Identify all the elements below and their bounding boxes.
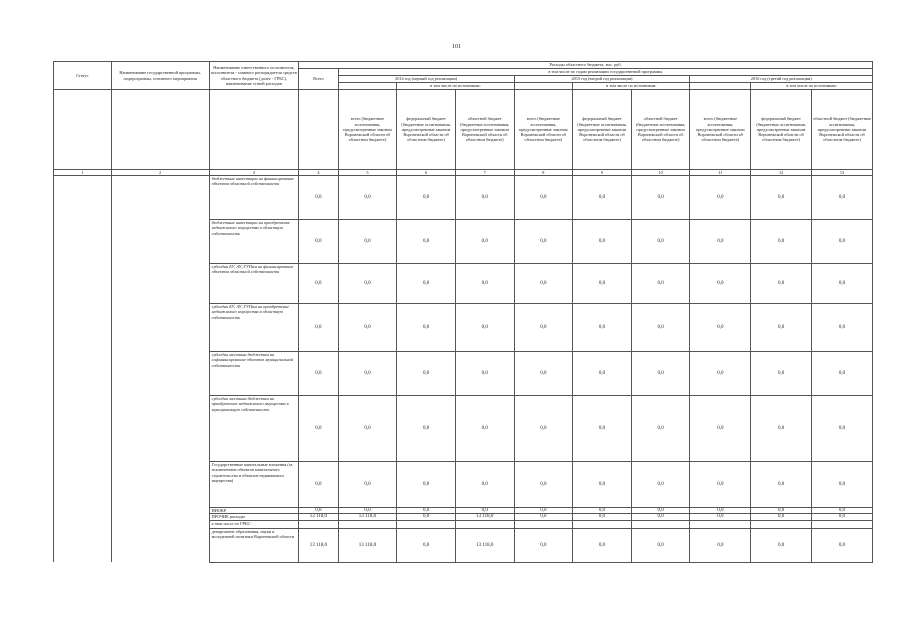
value-cell: 0,0: [338, 304, 397, 352]
header-year-2014: 2014 год (первый год реализации): [338, 76, 514, 83]
value-cell: 0,0: [397, 220, 456, 264]
value-cell: 0,0: [397, 528, 456, 562]
value-cell: 0,0: [573, 304, 632, 352]
value-cell: 13 118,0: [455, 528, 514, 562]
header-budget-expenses: Расходы областного бюджета, тыс. руб.: [299, 62, 873, 69]
value-cell: 0,0: [455, 396, 514, 462]
value-cell: 0,0: [514, 396, 573, 462]
program-cell: [111, 304, 209, 352]
row-label: субсидии местным бюджетам на приобретение недвижимого имущества в муниципальную собственность: [209, 396, 299, 462]
header-col-federal: федеральный бюджет (бюджетные ассигнования, предусмотренные законом Воронежской области об областном бюджете): [573, 90, 632, 170]
table-row: [54, 528, 873, 562]
value-cell: 0,0: [631, 396, 690, 462]
value-cell: 0,0: [455, 220, 514, 264]
value-cell: 0,0: [812, 352, 873, 396]
status-cell: [54, 220, 112, 264]
value-cell: 0,0: [397, 304, 456, 352]
value-cell: 0,0: [690, 264, 751, 304]
header-vsego-cont: [299, 90, 338, 170]
value-cell: 0,0: [751, 514, 812, 520]
table-row: [54, 396, 873, 462]
program-cell: [111, 352, 209, 396]
value-cell: 0,0: [455, 176, 514, 220]
value-cell: 0,0: [397, 396, 456, 462]
budget-table: [53, 61, 873, 563]
value-cell: 0,0: [573, 514, 632, 520]
value-cell: 0,0: [751, 304, 812, 352]
value-cell: 0,0: [751, 264, 812, 304]
value-cell: 0,0: [812, 528, 873, 562]
value-cell: [631, 520, 690, 528]
table-body: [54, 176, 873, 562]
value-cell: 0,0: [299, 176, 338, 220]
table-row: [54, 352, 873, 396]
status-cell: [54, 304, 112, 352]
value-cell: 0,0: [338, 176, 397, 220]
value-cell: 0,0: [514, 304, 573, 352]
value-cell: 0,0: [338, 220, 397, 264]
value-cell: 0,0: [751, 176, 812, 220]
value-cell: 0,0: [573, 176, 632, 220]
value-cell: 0,0: [631, 462, 690, 508]
value-cell: 0,0: [690, 514, 751, 520]
value-cell: 0,0: [631, 264, 690, 304]
value-cell: 0,0: [690, 304, 751, 352]
value-cell: [338, 520, 397, 528]
value-cell: 0,0: [299, 352, 338, 396]
header-col-federal: федеральный бюджет (бюджетные ассигнования, предусмотренные законом Воронежской области об областном бюджете): [751, 90, 812, 170]
header-col-regional: областной бюджет (бюджетные ассигнования, предусмотренные законом Воронежской области об областном бюджете): [455, 90, 514, 170]
value-cell: 0,0: [751, 396, 812, 462]
value-cell: 13 118,0: [338, 514, 397, 520]
header-program: Наименование государственной программы, подпрограммы, основного мероприятия: [111, 62, 209, 90]
value-cell: 0,0: [690, 528, 751, 562]
value-cell: 0,0: [299, 396, 338, 462]
value-cell: 0,0: [812, 396, 873, 462]
col-number: 7: [455, 170, 514, 176]
value-cell: 0,0: [812, 514, 873, 520]
col-number: 9: [573, 170, 632, 176]
value-cell: 0,0: [299, 304, 338, 352]
program-cell: [111, 220, 209, 264]
header-by-years: в том числе по годам реализации государственной программы: [338, 69, 872, 76]
status-cell: [54, 176, 112, 220]
row-label: субсидии местным бюджетам на софинансирование объектов муниципальной собственности: [209, 352, 299, 396]
value-cell: 0,0: [514, 264, 573, 304]
value-cell: 0,0: [631, 508, 690, 514]
value-cell: 13 118,0: [299, 514, 338, 520]
header-program-cont: [111, 90, 209, 170]
value-cell: 13 118,0: [455, 514, 514, 520]
value-cell: 0,0: [514, 528, 573, 562]
value-cell: 0,0: [397, 508, 456, 514]
status-cell: [54, 264, 112, 304]
value-cell: 0,0: [573, 264, 632, 304]
col-number: 2: [111, 170, 209, 176]
value-cell: 0,0: [690, 220, 751, 264]
value-cell: 0,0: [338, 352, 397, 396]
row-label: Государственные капитальные вложения (за исключением объектов капитального строительства и объектов недвижимого имущества): [209, 462, 299, 508]
value-cell: 0,0: [573, 528, 632, 562]
row-label: НИОКР: [209, 508, 299, 514]
row-label: бюджетные инвестиции на финансирование объектов областной собственности: [209, 176, 299, 220]
value-cell: 0,0: [573, 396, 632, 462]
page-number: 101: [452, 44, 461, 50]
program-cell: [111, 462, 209, 508]
value-cell: 0,0: [573, 352, 632, 396]
header-year-2016: 2016 год (третий год реализации): [690, 76, 873, 83]
header-col-regional: областной бюджет (бюджетные ассигнования, предусмотренные законом Воронежской области об областном бюджете): [812, 90, 873, 170]
value-cell: 0,0: [690, 508, 751, 514]
table-row: [54, 220, 873, 264]
header-status: Статус: [54, 62, 112, 90]
value-cell: 0,0: [397, 176, 456, 220]
header-col-total: всего (бюджетные ассигнования, предусмотренные законом Воронежской области об областном бюджете): [338, 90, 397, 170]
value-cell: 13 118,0: [338, 528, 397, 562]
value-cell: 0,0: [514, 514, 573, 520]
value-cell: 0,0: [631, 220, 690, 264]
status-cell: [54, 396, 112, 462]
grbs-note: в том числе по ГРБС:: [209, 520, 299, 528]
value-cell: 0,0: [397, 264, 456, 304]
value-cell: 0,0: [690, 176, 751, 220]
row-label: бюджетные инвестиции на приобретение недвижимого имущества в областную собственность: [209, 220, 299, 264]
value-cell: 0,0: [514, 508, 573, 514]
header-year-2015: 2015 год (второй год реализации): [514, 76, 690, 83]
status-cell: [54, 520, 112, 528]
row-label: департамент образования, науки и молодежной политики Воронежской области: [209, 528, 299, 562]
value-cell: 0,0: [812, 176, 873, 220]
value-cell: 0,0: [514, 176, 573, 220]
value-cell: [751, 520, 812, 528]
header-col-total: всего (бюджетные ассигнования, предусмотренные законом Воронежской области об областном бюджете): [514, 90, 573, 170]
value-cell: 0,0: [514, 220, 573, 264]
value-cell: 0,0: [690, 352, 751, 396]
header-spacer: [514, 83, 573, 90]
value-cell: [455, 520, 514, 528]
value-cell: [573, 520, 632, 528]
value-cell: 0,0: [812, 264, 873, 304]
value-cell: 0,0: [751, 462, 812, 508]
header-by-sources: в том числе по источникам:: [573, 83, 690, 90]
value-cell: 0,0: [455, 304, 514, 352]
value-cell: 0,0: [338, 396, 397, 462]
status-cell: [54, 352, 112, 396]
table-row: [54, 462, 873, 508]
col-number: 1: [54, 170, 112, 176]
col-number: 5: [338, 170, 397, 176]
value-cell: 0,0: [455, 264, 514, 304]
row-label: ПРОЧИЕ расходы: [209, 514, 299, 520]
value-cell: 13 118,0: [299, 528, 338, 562]
table-row: [54, 264, 873, 304]
header-col-federal: федеральный бюджет (бюджетные ассигнования, предусмотренные законом Воронежской области об областном бюджете): [397, 90, 456, 170]
col-number: 4: [299, 170, 338, 176]
value-cell: 0,0: [631, 352, 690, 396]
program-cell: [111, 520, 209, 528]
value-cell: 0,0: [338, 264, 397, 304]
value-cell: 0,0: [299, 220, 338, 264]
col-number: 12: [751, 170, 812, 176]
value-cell: 0,0: [751, 352, 812, 396]
header-spacer: [690, 83, 751, 90]
value-cell: 0,0: [397, 462, 456, 508]
value-cell: 0,0: [690, 396, 751, 462]
header-executor-cont: [209, 90, 299, 170]
program-cell: [111, 176, 209, 220]
value-cell: 0,0: [455, 462, 514, 508]
program-cell: [111, 396, 209, 462]
value-cell: 0,0: [812, 462, 873, 508]
col-number: 6: [397, 170, 456, 176]
table-row: [54, 304, 873, 352]
value-cell: 0,0: [338, 462, 397, 508]
header-status-cont: [54, 90, 112, 170]
value-cell: 0,0: [338, 508, 397, 514]
value-cell: 0,0: [455, 508, 514, 514]
col-number: 10: [631, 170, 690, 176]
value-cell: 0,0: [751, 508, 812, 514]
value-cell: [812, 520, 873, 528]
row-label: субсидии БУ, АУ, ГУПам на финансирование объектов областной собственности: [209, 264, 299, 304]
program-cell: [111, 264, 209, 304]
value-cell: 0,0: [751, 220, 812, 264]
value-cell: [397, 520, 456, 528]
value-cell: 0,0: [690, 462, 751, 508]
value-cell: [299, 520, 338, 528]
col-number: 3: [209, 170, 299, 176]
value-cell: 0,0: [299, 264, 338, 304]
row-label: субсидии БУ, АУ, ГУПам на приобретение недвижимого имущества в областную собственность: [209, 304, 299, 352]
header-col-total: всего (бюджетные ассигнования, предусмотренные законом Воронежской области об областном бюджете): [690, 90, 751, 170]
program-cell: [111, 528, 209, 562]
header-executor: Наименование ответственного исполнителя, исполнителя - главного распорядителя средств областного бюджета (далее - ГРБС), наименование статей расходов: [209, 62, 299, 90]
header-spacer: [338, 83, 397, 90]
value-cell: 0,0: [397, 352, 456, 396]
status-cell: [54, 528, 112, 562]
value-cell: [514, 520, 573, 528]
value-cell: 0,0: [812, 304, 873, 352]
col-number: 11: [690, 170, 751, 176]
header-col-regional: областной бюджет (бюджетные ассигнования, предусмотренные законом Воронежской области об областном бюджете): [631, 90, 690, 170]
value-cell: 0,0: [812, 220, 873, 264]
value-cell: 0,0: [397, 514, 456, 520]
table-row: [54, 520, 873, 528]
value-cell: 0,0: [514, 462, 573, 508]
value-cell: 0,0: [573, 220, 632, 264]
value-cell: 0,0: [299, 508, 338, 514]
col-number: 13: [812, 170, 873, 176]
value-cell: 0,0: [573, 508, 632, 514]
header-vsego: Всего: [299, 69, 338, 90]
header-by-sources: в том числе по источникам:: [397, 83, 514, 90]
value-cell: 0,0: [573, 462, 632, 508]
value-cell: 0,0: [812, 508, 873, 514]
value-cell: 0,0: [514, 352, 573, 396]
value-cell: 0,0: [631, 304, 690, 352]
value-cell: 0,0: [455, 352, 514, 396]
value-cell: [690, 520, 751, 528]
value-cell: 0,0: [299, 462, 338, 508]
header-by-sources: в том числе по источникам:: [751, 83, 873, 90]
table-row: [54, 176, 873, 220]
value-cell: 0,0: [631, 514, 690, 520]
value-cell: 0,0: [751, 528, 812, 562]
col-number: 8: [514, 170, 573, 176]
value-cell: 0,0: [631, 528, 690, 562]
value-cell: 0,0: [631, 176, 690, 220]
status-cell: [54, 462, 112, 508]
